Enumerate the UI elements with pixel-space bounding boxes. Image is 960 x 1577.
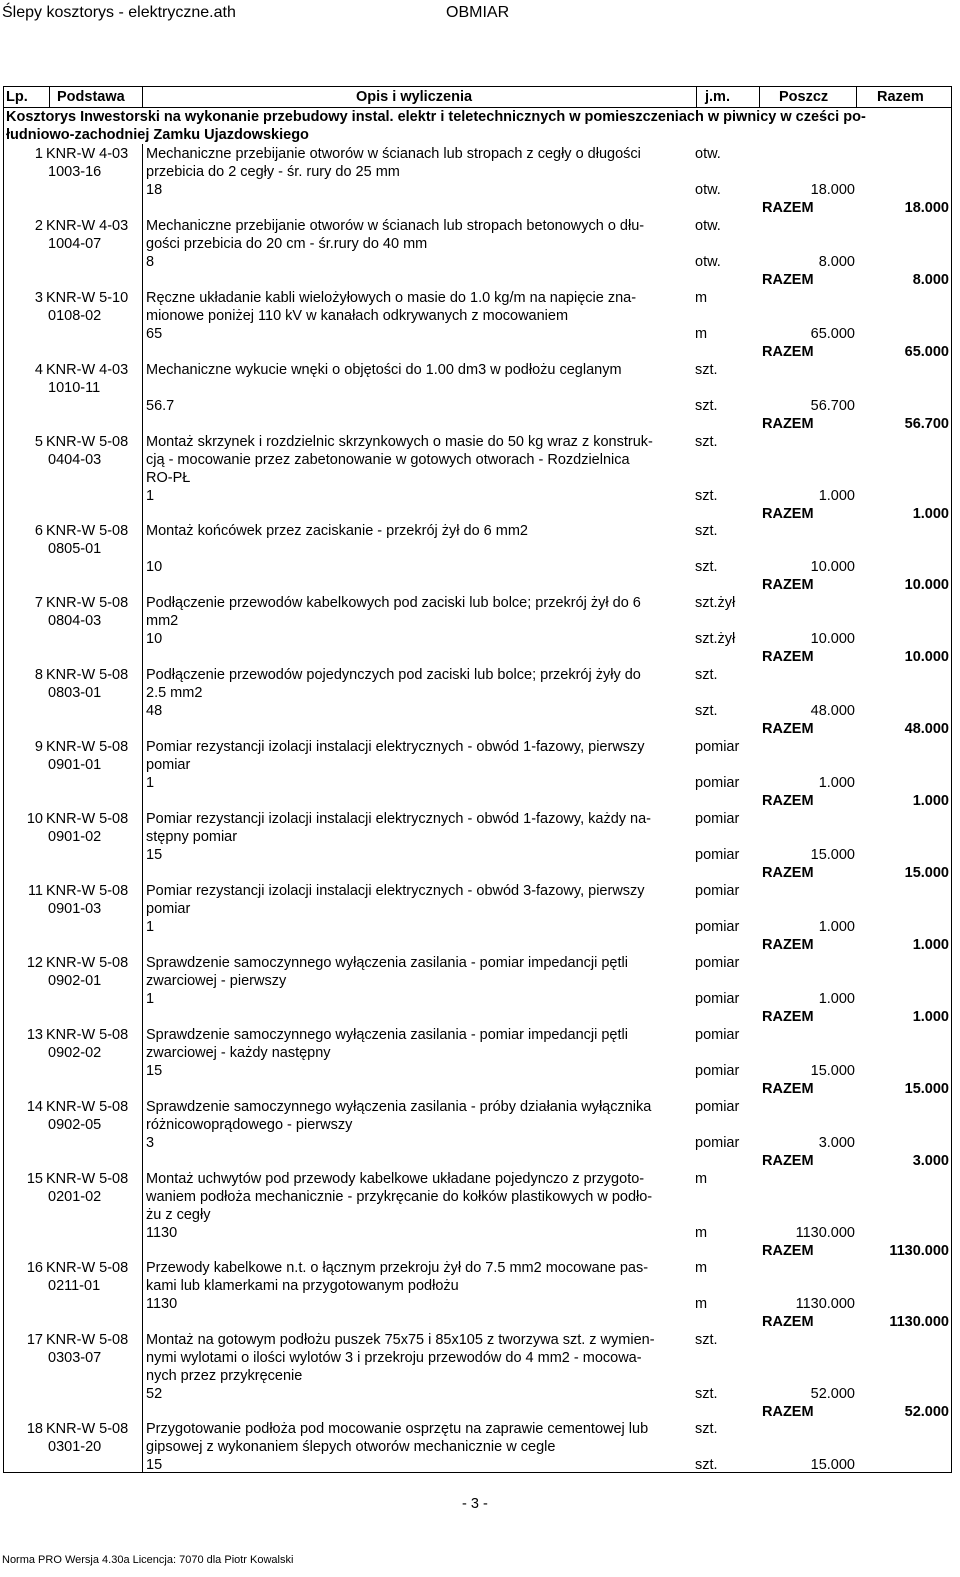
basis-position: 1004-07 — [48, 236, 102, 252]
item-number: 9 — [34, 739, 43, 755]
item-basis — [46, 954, 142, 990]
quantity-poszcz: 1.000 — [818, 919, 855, 935]
basis-position: 0805-01 — [48, 541, 102, 557]
basis-position: 0902-05 — [48, 1117, 102, 1133]
basis-position: 0303-07 — [48, 1350, 102, 1366]
quantity-poszcz: 52.000 — [810, 1386, 855, 1402]
quantity-expression: 1130 — [146, 1225, 178, 1241]
item-number: 4 — [34, 362, 43, 378]
item-description — [146, 882, 694, 918]
item-description — [146, 522, 694, 540]
razem-value: 10.000 — [904, 577, 949, 593]
obmiar-table — [3, 86, 952, 1473]
item-unit: pomiar — [695, 955, 740, 971]
quantity-expression: 65 — [146, 326, 163, 342]
basis-position: 0902-02 — [48, 1045, 102, 1061]
quantity-unit: szt.żył — [695, 631, 736, 647]
razem-label: RAZEM — [762, 937, 814, 953]
basis-position: 0201-02 — [48, 1189, 102, 1205]
quantity-expression: 1 — [146, 991, 155, 1007]
item-unit: m — [695, 1260, 708, 1276]
razem-label: RAZEM — [762, 793, 814, 809]
quantity-expression: 15 — [146, 1063, 163, 1079]
razem-value: 1.000 — [912, 1009, 949, 1025]
quantity-unit: szt. — [695, 488, 718, 504]
description-line: nych przez przykręcenie — [146, 1368, 303, 1384]
description-line: 2.5 mm2 — [146, 685, 203, 701]
quantity-expression: 1 — [146, 919, 155, 935]
item-number: 13 — [26, 1027, 43, 1043]
quantity-unit: pomiar — [695, 1063, 740, 1079]
item-number: 1 — [34, 146, 43, 162]
razem-label: RAZEM — [762, 1081, 814, 1097]
description-line: Mechaniczne przebijanie otworów w ścianach lub stropach z cegły o długości — [146, 146, 641, 162]
basis-position: 0901-01 — [48, 757, 102, 773]
item-unit: szt. — [695, 1332, 718, 1348]
description-line: Sprawdzenie samoczynnego wyłączenia zasilania - pomiar impedancji pętli — [146, 1027, 628, 1043]
item-basis — [46, 289, 142, 325]
razem-label: RAZEM — [762, 416, 814, 432]
item-number: 2 — [34, 218, 43, 234]
description-line: pomiar — [146, 757, 191, 773]
item-basis — [46, 145, 142, 181]
basis-position: 0404-03 — [48, 452, 102, 468]
header-podstawa: Podstawa — [57, 89, 125, 105]
item-number: 5 — [34, 434, 43, 450]
quantity-poszcz: 15.000 — [810, 1457, 855, 1473]
quantity-poszcz: 10.000 — [810, 631, 855, 647]
basis-catalog: KNR-W 5-08 — [46, 667, 129, 683]
description-line: gości przebicia do 20 cm - śr.rury do 40 mm — [146, 236, 428, 252]
item-unit: szt. — [695, 667, 718, 683]
item-basis — [46, 433, 142, 469]
quantity-unit: szt. — [695, 1457, 718, 1473]
header-poszcz: Poszcz — [779, 89, 829, 105]
basis-position: 0902-01 — [48, 973, 102, 989]
description-line: Sprawdzenie samoczynnego wyłączenia zasilania - próby działania wyłącznika — [146, 1099, 652, 1115]
header-razem: Razem — [877, 89, 924, 105]
item-description — [146, 666, 694, 702]
quantity-poszcz: 3.000 — [818, 1135, 855, 1151]
description-line: Przygotowanie podłoża pod mocowanie osprzętu na zaprawie cementowej lub — [146, 1421, 649, 1437]
item-basis — [46, 1098, 142, 1134]
razem-value: 1.000 — [912, 506, 949, 522]
item-number: 14 — [26, 1099, 43, 1115]
quantity-unit: otw. — [695, 254, 721, 270]
item-number: 3 — [34, 290, 43, 306]
basis-catalog: KNR-W 5-08 — [46, 955, 129, 971]
header-jm: j.m. — [705, 89, 730, 105]
quantity-expression: 10 — [146, 631, 163, 647]
title-line-1: Kosztorys Inwestorski na wykonanie przebudowy instal. elektr i teletechnicznych w pomieszczeniach w piwnicy w cześci po- — [6, 109, 866, 125]
description-line: Podłączenie przewodów kabelkowych pod zaciski lub bolce; przekrój żył do 6 — [146, 595, 641, 611]
quantity-unit: m — [695, 1225, 708, 1241]
quantity-unit: szt. — [695, 559, 718, 575]
item-unit: szt. — [695, 1421, 718, 1437]
quantity-expression: 56.7 — [146, 398, 175, 414]
quantity-unit: m — [695, 1296, 708, 1312]
razem-label: RAZEM — [762, 344, 814, 360]
item-number: 16 — [26, 1260, 43, 1276]
item-basis — [46, 1420, 142, 1456]
quantity-poszcz: 15.000 — [810, 1063, 855, 1079]
quantity-unit: m — [695, 326, 708, 342]
quantity-unit: szt. — [695, 398, 718, 414]
item-description — [146, 1331, 694, 1385]
razem-value: 56.700 — [904, 416, 949, 432]
basis-position: 0108-02 — [48, 308, 102, 324]
razem-value: 1130.000 — [889, 1314, 949, 1330]
basis-catalog: KNR-W 5-08 — [46, 739, 129, 755]
description-line: zwarciowej - każdy następny — [146, 1045, 331, 1061]
description-line: nymi wylotami o ilości wylotów 3 i przekroju przewodów do 4 mm2 - mocowa- — [146, 1350, 642, 1366]
item-description — [146, 1026, 694, 1062]
item-basis — [46, 810, 142, 846]
quantity-unit: pomiar — [695, 847, 740, 863]
item-number: 17 — [26, 1332, 43, 1348]
item-description — [146, 1259, 694, 1295]
description-line: różnicowoprądowego - pierwszy — [146, 1117, 353, 1133]
item-basis — [46, 1170, 142, 1206]
quantity-expression: 3 — [146, 1135, 155, 1151]
item-unit: pomiar — [695, 1099, 740, 1115]
description-line: przebicia do 2 cegły - śr. rury do 25 mm — [146, 164, 400, 180]
item-description — [146, 145, 694, 181]
quantity-poszcz: 65.000 — [810, 326, 855, 342]
description-line: zwarciowej - pierwszy — [146, 973, 287, 989]
quantity-poszcz: 18.000 — [810, 182, 855, 198]
basis-position: 0803-01 — [48, 685, 102, 701]
item-number: 10 — [26, 811, 43, 827]
razem-value: 52.000 — [904, 1404, 949, 1420]
quantity-expression: 1130 — [146, 1296, 178, 1312]
item-description — [146, 1170, 694, 1224]
software-footer: Norma PRO Wersja 4.30a Licencja: 7070 dla Piotr Kowalski — [2, 1554, 294, 1566]
table-header — [4, 87, 951, 107]
page-header — [0, 2, 960, 24]
description-line: pomiar — [146, 901, 191, 917]
item-unit: m — [695, 1171, 708, 1187]
item-basis — [46, 1259, 142, 1295]
quantity-poszcz: 10.000 — [810, 559, 855, 575]
item-unit: szt. — [695, 523, 718, 539]
quantity-unit: pomiar — [695, 991, 740, 1007]
basis-position: 0211-01 — [48, 1278, 101, 1294]
page-number: - 3 - — [462, 1496, 488, 1512]
item-number: 11 — [27, 883, 43, 899]
basis-position: 1003-16 — [48, 164, 102, 180]
description-line: Sprawdzenie samoczynnego wyłączenia zasilania - pomiar impedancji pętli — [146, 955, 628, 971]
description-line: RO-PŁ — [146, 470, 191, 486]
header-opis: Opis i wyliczenia — [356, 89, 473, 105]
razem-label: RAZEM — [762, 721, 814, 737]
razem-label: RAZEM — [762, 865, 814, 881]
razem-value: 15.000 — [904, 1081, 949, 1097]
basis-catalog: KNR-W 5-08 — [46, 1099, 129, 1115]
quantity-poszcz: 8.000 — [818, 254, 855, 270]
razem-value: 10.000 — [904, 649, 949, 665]
quantity-expression: 18 — [146, 182, 163, 198]
razem-label: RAZEM — [762, 1404, 814, 1420]
item-basis — [46, 361, 142, 397]
razem-value: 1130.000 — [889, 1243, 949, 1259]
description-line: mm2 — [146, 613, 179, 629]
document-name: Ślepy kosztorys - elektryczne.ath — [2, 4, 236, 21]
basis-catalog: KNR-W 5-08 — [46, 1027, 129, 1043]
item-basis — [46, 522, 142, 558]
quantity-poszcz: 1.000 — [818, 775, 855, 791]
basis-catalog: KNR-W 5-08 — [46, 595, 129, 611]
description-line: Pomiar rezystancji izolacji instalacji elektrycznych - obwód 1-fazowy, każdy na- — [146, 811, 652, 827]
razem-value: 1.000 — [912, 937, 949, 953]
item-description — [146, 954, 694, 990]
item-description — [146, 361, 694, 379]
item-description — [146, 1420, 694, 1456]
item-basis — [46, 882, 142, 918]
item-unit: pomiar — [695, 739, 740, 755]
description-line: Montaż końcówek przez zaciskanie - przekrój żył do 6 mm2 — [146, 523, 528, 539]
basis-catalog: KNR-W 5-08 — [46, 1171, 129, 1187]
basis-position: 0901-02 — [48, 829, 102, 845]
razem-value: 3.000 — [912, 1153, 949, 1169]
quantity-expression: 48 — [146, 703, 163, 719]
item-description — [146, 289, 694, 325]
quantity-poszcz: 48.000 — [810, 703, 855, 719]
basis-catalog: KNR-W 5-08 — [46, 1332, 129, 1348]
item-unit: pomiar — [695, 1027, 740, 1043]
description-line: Przewody kabelkowe n.t. o łącznym przekroju żył do 7.5 mm2 mocowane pas- — [146, 1260, 649, 1276]
item-basis — [46, 666, 142, 702]
basis-position: 0901-03 — [48, 901, 102, 917]
quantity-unit: szt. — [695, 1386, 718, 1402]
description-line: stępny pomiar — [146, 829, 238, 845]
description-line: Mechaniczne przebijanie otworów w ścianach lub stropach betonowych o dłu- — [146, 218, 645, 234]
description-line: waniem podłoża mechanicznie - przykręcanie do kołków plastikowych w podło- — [146, 1189, 653, 1205]
basis-position: 0301-20 — [48, 1439, 102, 1455]
quantity-poszcz: 1.000 — [818, 991, 855, 1007]
item-basis — [46, 1331, 142, 1367]
item-basis — [46, 738, 142, 774]
razem-value: 1.000 — [912, 793, 949, 809]
quantity-unit: pomiar — [695, 775, 740, 791]
razem-label: RAZEM — [762, 1314, 814, 1330]
item-number: 18 — [26, 1421, 43, 1437]
section-name: OBMIAR — [446, 4, 510, 21]
item-description — [146, 217, 694, 253]
basis-catalog: KNR-W 5-08 — [46, 1260, 129, 1276]
quantity-unit: szt. — [695, 703, 718, 719]
razem-value: 65.000 — [904, 344, 949, 360]
description-line: żu z cegły — [146, 1207, 211, 1223]
item-basis — [46, 594, 142, 630]
basis-catalog: KNR-W 4-03 — [46, 146, 129, 162]
description-line: cją - mocowanie przez zabetonowanie w gotowych otworach - Rozdzielnica — [146, 452, 630, 468]
quantity-poszcz: 1130.000 — [795, 1225, 855, 1241]
item-unit: szt.żył — [695, 595, 736, 611]
basis-position: 1010-11 — [48, 380, 101, 396]
description-line: Montaż skrzynek i rozdzielnic skrzynkowych o masie do 50 kg wraz z konstruk- — [146, 434, 653, 450]
title-line-2: łudniowo-zachodniej Zamku Ujazdowskiego — [6, 127, 309, 143]
item-basis — [46, 217, 142, 253]
description-line: kami lub klamerkami na przygotowanym podłożu — [146, 1278, 459, 1294]
description-line: gipsowej z wykonaniem ślepych otworów mechanicznie w cegle — [146, 1439, 556, 1455]
description-line: Montaż na gotowym podłożu puszek 75x75 i 85x105 z tworzywa szt. z wymien- — [146, 1332, 655, 1348]
estimate-title — [6, 108, 949, 144]
description-line: Mechaniczne wykucie wnęki o objętości do 1.00 dm3 w podłożu ceglanym — [146, 362, 622, 378]
description-line: Ręczne układanie kabli wielożyłowych o masie do 1.0 kg/m na napięcie zna- — [146, 290, 637, 306]
basis-catalog: KNR-W 4-03 — [46, 218, 129, 234]
quantity-expression: 15 — [146, 847, 163, 863]
description-line: Pomiar rezystancji izolacji instalacji elektrycznych - obwód 1-fazowy, pierwszy — [146, 739, 645, 755]
item-number: 6 — [34, 523, 43, 539]
item-description — [146, 810, 694, 846]
item-unit: szt. — [695, 362, 718, 378]
basis-catalog: KNR-W 5-08 — [46, 434, 129, 450]
quantity-unit: pomiar — [695, 1135, 740, 1151]
basis-position: 0804-03 — [48, 613, 102, 629]
basis-catalog: KNR-W 4-03 — [46, 362, 129, 378]
quantity-poszcz: 56.700 — [810, 398, 855, 414]
item-description — [146, 433, 694, 487]
header-lp: Lp. — [6, 89, 28, 105]
quantity-expression: 1 — [146, 775, 155, 791]
razem-value: 48.000 — [904, 721, 949, 737]
quantity-poszcz: 1130.000 — [795, 1296, 855, 1312]
quantity-expression: 8 — [146, 254, 155, 270]
quantity-poszcz: 15.000 — [810, 847, 855, 863]
item-unit: otw. — [695, 146, 721, 162]
basis-catalog: KNR-W 5-10 — [46, 290, 129, 306]
razem-label: RAZEM — [762, 1153, 814, 1169]
item-description — [146, 1098, 694, 1134]
item-unit: pomiar — [695, 883, 740, 899]
description-line: Pomiar rezystancji izolacji instalacji elektrycznych - obwód 3-fazowy, pierwszy — [146, 883, 645, 899]
razem-value: 8.000 — [912, 272, 949, 288]
quantity-expression: 15 — [146, 1457, 163, 1473]
razem-value: 18.000 — [904, 200, 949, 216]
razem-label: RAZEM — [762, 577, 814, 593]
razem-label: RAZEM — [762, 272, 814, 288]
quantity-expression: 52 — [146, 1386, 163, 1402]
item-unit: szt. — [695, 434, 718, 450]
description-line: Montaż uchwytów pod przewody kabelkowe układane pojedynczo z przygoto- — [146, 1171, 645, 1187]
basis-catalog: KNR-W 5-08 — [46, 811, 129, 827]
item-description — [146, 738, 694, 774]
quantity-unit: pomiar — [695, 919, 740, 935]
item-unit: otw. — [695, 218, 721, 234]
basis-catalog: KNR-W 5-08 — [46, 523, 129, 539]
razem-label: RAZEM — [762, 1243, 814, 1259]
razem-label: RAZEM — [762, 1009, 814, 1025]
quantity-expression: 10 — [146, 559, 163, 575]
basis-catalog: KNR-W 5-08 — [46, 883, 129, 899]
razem-value: 15.000 — [904, 865, 949, 881]
item-number: 8 — [34, 667, 43, 683]
item-number: 15 — [26, 1171, 43, 1187]
description-line: Podłączenie przewodów pojedynczych pod zaciski lub bolce; przekrój żyły do — [146, 667, 641, 683]
item-unit: pomiar — [695, 811, 740, 827]
item-number: 7 — [34, 595, 43, 611]
item-basis — [46, 1026, 142, 1062]
description-line: mionowe poniżej 110 kV w kanałach odkrywanych z mocowaniem — [146, 308, 569, 324]
razem-label: RAZEM — [762, 506, 814, 522]
item-unit: m — [695, 290, 708, 306]
quantity-unit: otw. — [695, 182, 721, 198]
quantity-poszcz: 1.000 — [818, 488, 855, 504]
razem-label: RAZEM — [762, 649, 814, 665]
item-description — [146, 594, 694, 630]
quantity-expression: 1 — [146, 488, 155, 504]
basis-catalog: KNR-W 5-08 — [46, 1421, 129, 1437]
item-number: 12 — [26, 955, 43, 971]
razem-label: RAZEM — [762, 200, 814, 216]
